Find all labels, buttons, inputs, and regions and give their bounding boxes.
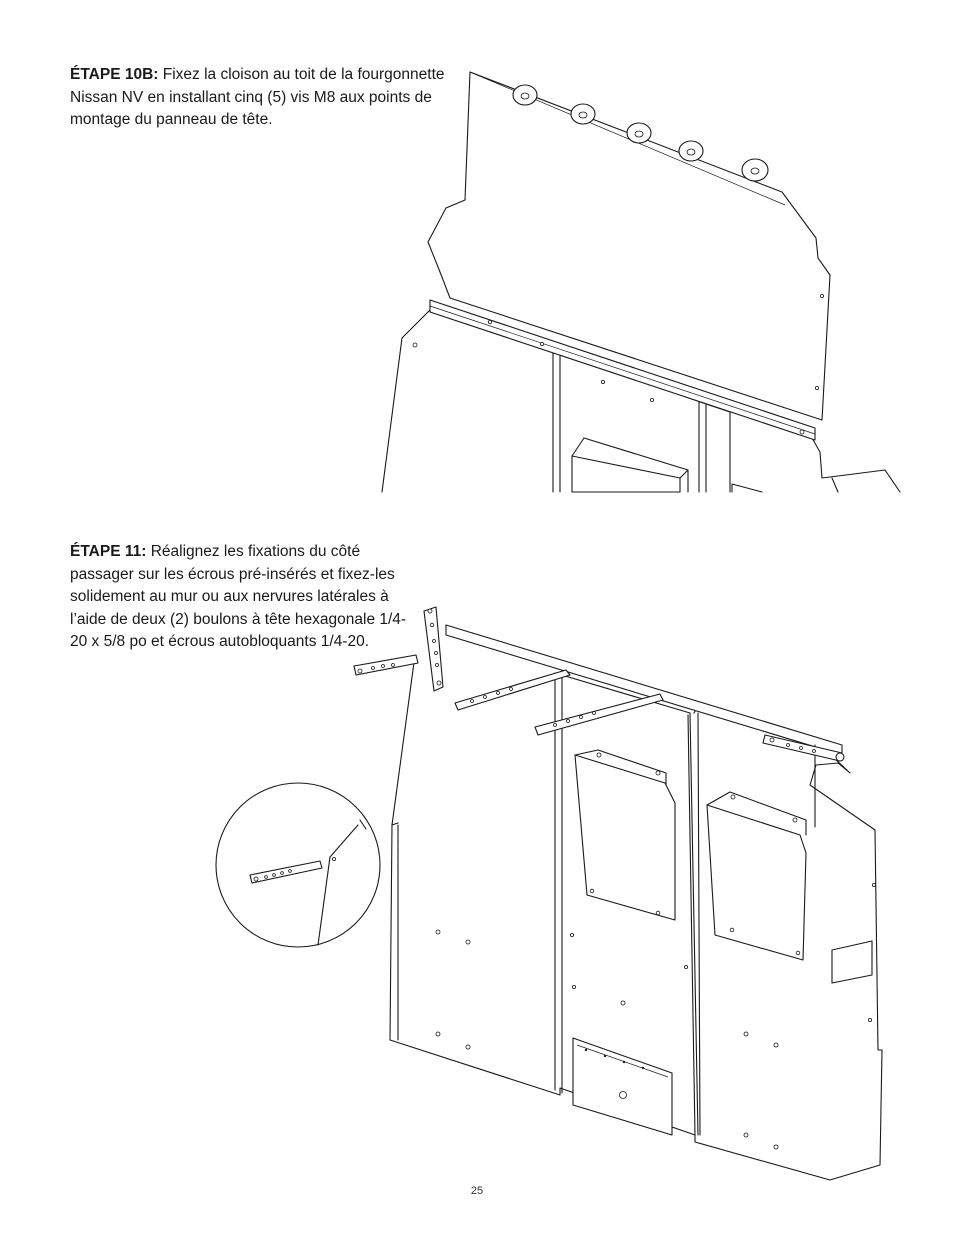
- bracket-vertical: [424, 607, 443, 691]
- document-holder: [572, 456, 680, 492]
- page-number: 25: [470, 1185, 484, 1197]
- step-10b-illustration: [370, 60, 920, 495]
- document-holder-right: [707, 792, 806, 960]
- step-10b-label: ÉTAPE 10B:: [70, 66, 159, 83]
- step-11-illustration: [210, 595, 890, 1195]
- side-brackets: [354, 607, 844, 761]
- bracket-left: [354, 655, 418, 675]
- detail-magnifier: [216, 783, 380, 947]
- bracket-strap-2: [535, 694, 663, 735]
- bottom-vent: [573, 1038, 672, 1135]
- step-11-label: ÉTAPE 11:: [70, 543, 147, 560]
- document-holder-center: [575, 750, 675, 920]
- side-vent: [832, 941, 872, 983]
- partition-left-edge: [382, 308, 432, 492]
- step-10b-text: Fixez la cloison au toit de la fourgonnette Nissan NV en installant cinq (5) vis M8 aux points de montage du panneau de tête.: [70, 66, 445, 128]
- step-11-text: Réalignez les fixations du côté passager sur les écrous pré-insérés et fixez-les solidement au mur ou aux nervures latérales à l’aide de deux (2) boulons à tête hexagonale 1/4-20 x 5/8 po et écrous autobloquants 1/4-20.: [70, 543, 407, 650]
